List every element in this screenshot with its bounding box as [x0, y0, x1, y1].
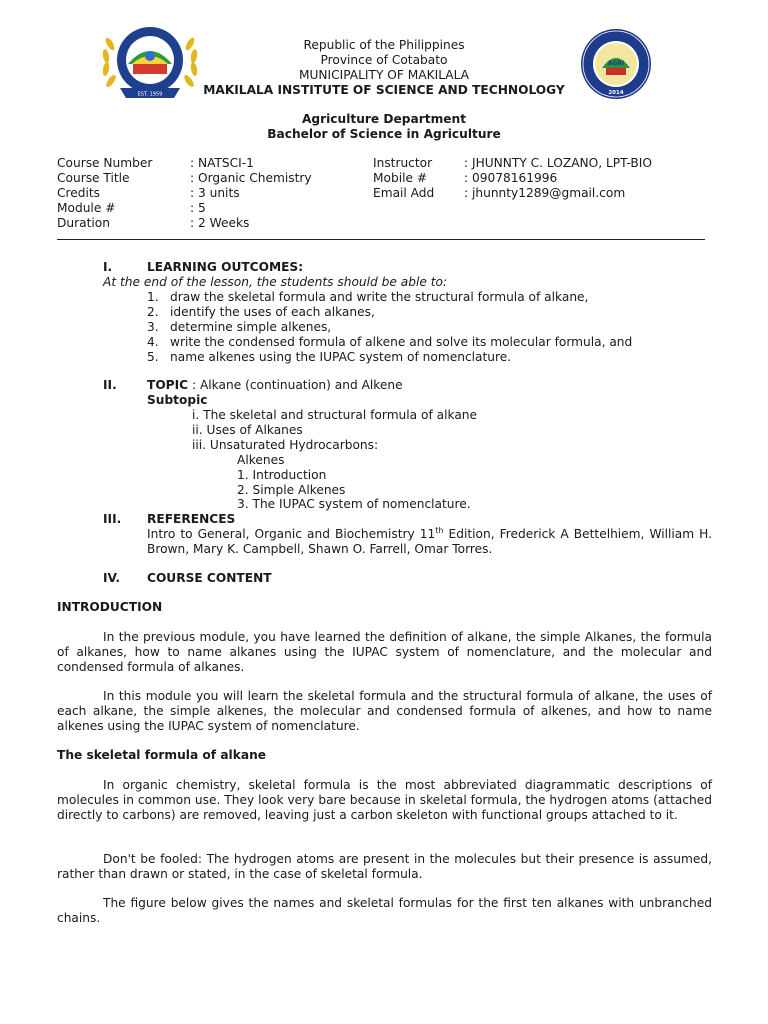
introduction-heading: INTRODUCTION	[57, 600, 163, 614]
references-title: REFERENCES	[147, 512, 236, 526]
outcome-text: determine simple alkenes,	[170, 320, 332, 334]
program-name: Bachelor of Science in Agriculture	[267, 127, 501, 141]
info-value: : JHUNNTY C. LOZANO, LPT-BIO	[464, 156, 652, 170]
alkenes-item: 1. Introduction	[237, 468, 327, 482]
info-value-email: : jhunnty1289@gmail.com	[464, 186, 626, 200]
outcome-number: 2.	[147, 305, 159, 319]
info-value: : 2 Weeks	[190, 216, 250, 230]
section-numeral-i: I.	[103, 260, 113, 274]
outcome-text: write the condensed formula of alkene and solve its molecular formula, and	[170, 335, 633, 349]
skeletal-paragraph-3: The figure below gives the names and skeletal formulas for the first ten alkanes with unbranched chains.	[57, 896, 712, 925]
outcome-text: identify the uses of each alkanes,	[170, 305, 375, 319]
topic-text: : Alkane (continuation) and Alkene	[191, 378, 403, 392]
outcome-number: 1.	[147, 290, 159, 304]
svg-text:AGRI: AGRI	[607, 60, 625, 67]
alkenes-item: 3. The IUPAC system of nomenclature.	[237, 497, 471, 511]
course-content-title: COURSE CONTENT	[147, 571, 272, 585]
department-name: Agriculture Department	[301, 112, 467, 126]
department-heading	[0, 112, 768, 142]
info-label: Course Number	[57, 156, 153, 170]
reference-citation-part: Intro to General, Organic and Biochemistry 11	[147, 527, 436, 541]
info-row	[373, 186, 652, 201]
subtopic-item: i. The skeletal and structural formula of alkane	[192, 408, 478, 422]
info-label: Course Title	[57, 171, 130, 185]
references-text	[147, 527, 712, 557]
info-value: : 5	[190, 201, 206, 215]
outcome-text: name alkenes using the IUPAC system of nomenclature.	[170, 350, 512, 364]
course-info-left	[57, 156, 312, 231]
info-value: : 3 units	[190, 186, 240, 200]
header-line-republic: Republic of the Philippines	[303, 38, 465, 52]
subtopic-item: ii. Uses of Alkanes	[192, 423, 303, 437]
learning-outcomes-intro: At the end of the lesson, the students should be able to:	[103, 275, 448, 289]
subtopic-label: Subtopic	[147, 393, 208, 407]
outcome-text: draw the skeletal formula and write the structural formula of alkane,	[170, 290, 589, 304]
course-info-right	[373, 156, 652, 201]
reference-superscript: th	[435, 525, 444, 535]
alkenes-item: 2. Simple Alkenes	[237, 483, 346, 497]
info-value: : NATSCI-1	[190, 156, 254, 170]
svg-text:2014: 2014	[608, 90, 624, 96]
topic-line	[147, 378, 403, 393]
info-row	[57, 186, 312, 201]
outcome-number: 5.	[147, 350, 159, 364]
info-label: Mobile #	[373, 171, 428, 185]
info-label: Duration	[57, 216, 110, 230]
info-row	[57, 171, 312, 186]
section-numeral-iv: IV.	[103, 571, 121, 585]
info-label: Credits	[57, 186, 101, 200]
skeletal-paragraph-1: In organic chemistry, skeletal formula is the most abbreviated diagrammatic descriptions of molecules in common use. They look very bare because in skeletal formula, the hydrogen atoms (attached directly to carbons) are removed, leaving just a carbon skeleton with functional groups attached to it.	[57, 778, 712, 822]
outcome-number: 4.	[147, 335, 159, 349]
document-header	[0, 38, 768, 98]
outcome-number: 3.	[147, 320, 159, 334]
header-line-province: Province of Cotabato	[320, 53, 448, 67]
section-numeral-ii: II.	[103, 378, 117, 392]
header-line-institute: MAKILALA INSTITUTE OF SCIENCE AND TECHNOLOGY	[203, 83, 565, 97]
skeletal-paragraph-2: Don't be fooled: The hydrogen atoms are present in the molecules but their presence is assumed, rather than drawn or stated, in the case of skeletal formula.	[57, 852, 712, 881]
info-label: Email Add	[373, 186, 435, 200]
info-label: Instructor	[373, 156, 433, 170]
info-row	[57, 216, 312, 231]
skeletal-formula-heading: The skeletal formula of alkane	[57, 748, 267, 762]
introduction-paragraph-2: In this module you will learn the skeletal formula and the structural formula of alkane, the uses of each alkane, the simple alkenes, the molecular and condensed formula of alkenes, and how to name alkenes using the IUPAC system of nomenclature.	[57, 689, 712, 733]
section-numeral-iii: III.	[103, 512, 122, 526]
topic-label: TOPIC	[147, 378, 189, 392]
header-line-municipality: MUNICIPALITY OF MAKILALA	[298, 68, 470, 82]
reference-citation-rest: Edition, Frederick A Bettelhiem, William H. Brown, Mary K. Campbell, Shawn O. Farrell, Omar Torres.	[147, 527, 713, 556]
info-label: Module #	[57, 201, 116, 215]
info-row	[373, 156, 652, 171]
info-row	[373, 171, 652, 186]
horizontal-divider	[57, 239, 705, 240]
info-row	[57, 156, 312, 171]
svg-text:EST. 1959: EST. 1959	[137, 91, 163, 98]
learning-outcomes-title: LEARNING OUTCOMES:	[147, 260, 304, 274]
introduction-paragraph-1: In the previous module, you have learned the definition of alkane, the simple Alkanes, the formula of alkanes, how to name alkanes using the IUPAC system of nomenclature, and the molecular and condensed formula of alkanes.	[57, 630, 712, 674]
info-value: : 09078161996	[464, 171, 558, 185]
subtopic-item: iii. Unsaturated Hydrocarbons:	[192, 438, 379, 452]
alkenes-label: Alkenes	[237, 453, 285, 467]
info-row	[57, 201, 312, 216]
info-value: : Organic Chemistry	[190, 171, 312, 185]
